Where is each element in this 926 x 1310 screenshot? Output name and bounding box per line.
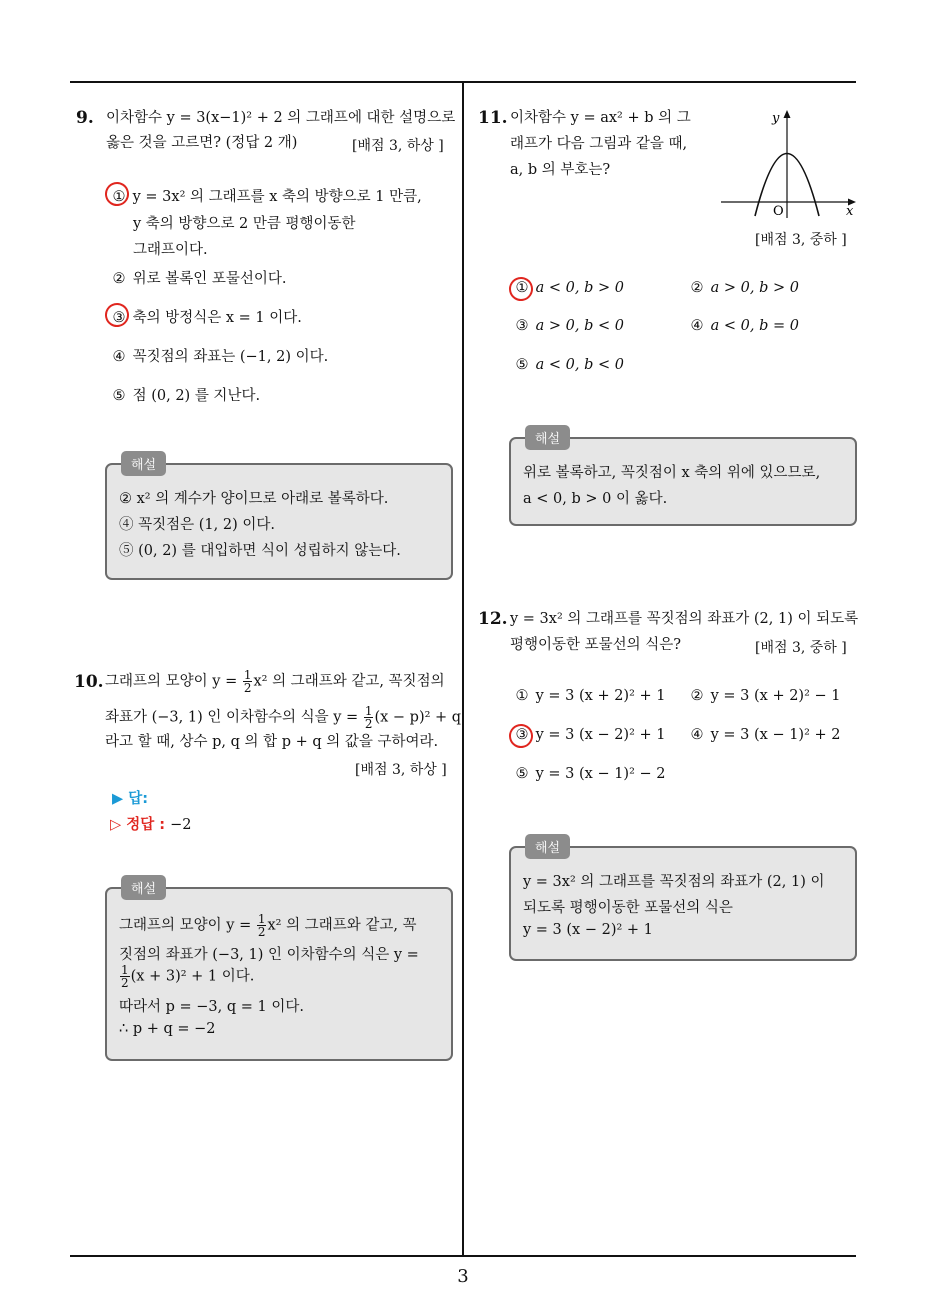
question-number: 9. bbox=[76, 108, 94, 128]
question-text-line1: 이차함수 y = ax² + b 의 그 bbox=[510, 110, 691, 126]
answer-label: ▶ 답: bbox=[112, 791, 149, 807]
question-number: 12. bbox=[478, 609, 508, 629]
bottom-rule bbox=[70, 1255, 856, 1257]
text-part: 그래프의 모양이 y = bbox=[105, 673, 238, 690]
option-text: y = 3 (x − 1)² − 2 bbox=[535, 766, 666, 782]
option-number: ③ bbox=[515, 318, 529, 334]
question-number: 11. bbox=[478, 108, 508, 128]
option-4[interactable] bbox=[688, 727, 841, 743]
option-text: a > 0, b < 0 bbox=[535, 318, 624, 334]
option-1[interactable] bbox=[513, 280, 624, 296]
option-number: ④ bbox=[690, 318, 704, 334]
option-text: y = 3 (x + 2)² − 1 bbox=[710, 688, 841, 704]
explanation-line: 짓점의 좌표가 (−3, 1) 인 이차함수의 식은 y = bbox=[119, 947, 419, 963]
option-text: 위로 볼록인 포물선이다. bbox=[132, 271, 287, 287]
option-text: 축의 방정식은 x = 1 이다. bbox=[132, 310, 302, 326]
explanation-box bbox=[509, 432, 857, 526]
score-difficulty: [배점 3, 하상 ] bbox=[352, 138, 444, 154]
text-part: (x − p)² + q bbox=[374, 709, 462, 726]
explanation-line: y = 3x² 의 그래프를 꼭짓점의 좌표가 (2, 1) 이 bbox=[523, 874, 825, 890]
option-3[interactable] bbox=[110, 306, 302, 327]
question-text-line3: 라고 할 때, 상수 p, q 의 합 p + q 의 값을 구하여라. bbox=[105, 734, 439, 750]
score-difficulty: [배점 3, 하상 ] bbox=[355, 762, 447, 778]
option-text: a < 0, b > 0 bbox=[535, 280, 624, 296]
option-text: y = 3 (x − 2)² + 1 bbox=[535, 727, 666, 743]
question-text-line1 bbox=[105, 669, 445, 695]
option-3[interactable] bbox=[513, 727, 666, 743]
question-text-line3: a, b 의 부호는? bbox=[510, 162, 611, 178]
correct-answer-label: ▷ 정답 : bbox=[110, 817, 166, 833]
explanation-tag: 해설 bbox=[121, 875, 166, 900]
option-number: ① bbox=[515, 688, 529, 704]
question-text-line2 bbox=[105, 705, 461, 731]
explanation-line: ④ 꼭짓점은 (1, 2) 이다. bbox=[119, 517, 275, 533]
option-text: a > 0, b > 0 bbox=[710, 280, 799, 296]
question-text-line2: 래프가 다음 그림과 같을 때, bbox=[510, 136, 688, 152]
correct-answer-value: −2 bbox=[170, 817, 192, 833]
option-text: a < 0, b = 0 bbox=[710, 318, 799, 334]
explanation-line: $\frac{1}{2}$ (x + 3)² + 1 이다. bbox=[121, 963, 255, 990]
question-text-line1: y = 3x² 의 그래프를 꼭짓점의 좌표가 (2, 1) 이 되도록 bbox=[510, 611, 859, 627]
column-divider bbox=[462, 82, 464, 1257]
text-part: 좌표가 (−3, 1) 인 이차함수의 식을 y = bbox=[105, 709, 359, 726]
y-axis-arrow bbox=[784, 110, 791, 118]
explanation-box bbox=[105, 882, 453, 1061]
page-number: 3 bbox=[457, 1266, 469, 1287]
option-number: ⑤ bbox=[112, 388, 126, 404]
option-2[interactable] bbox=[110, 267, 287, 288]
fraction-one-half: $\frac{1}{2}$ bbox=[243, 668, 252, 695]
text-part: x² 의 그래프와 같고, 꼭짓점의 bbox=[253, 673, 445, 690]
explanation-line: ∴ p + q = −2 bbox=[119, 1021, 216, 1037]
y-axis-label: y bbox=[772, 111, 780, 126]
explanation-line: a < 0, b > 0 이 옳다. bbox=[523, 491, 668, 507]
option-number: ① bbox=[112, 189, 126, 205]
x-axis-label: x bbox=[846, 204, 854, 219]
explanation-line: ② x² 의 계수가 양이므로 아래로 볼록하다. bbox=[119, 491, 389, 507]
correct-answer-row bbox=[110, 813, 192, 834]
option-text: 점 (0, 2) 를 지난다. bbox=[132, 388, 261, 404]
explanation-line: 위로 볼록하고, 꼭짓점이 x 축의 위에 있으므로, bbox=[523, 465, 821, 481]
fraction-one-half: $\frac{1}{2}$ bbox=[257, 912, 266, 939]
option-1-line2: y 축의 방향으로 2 만큼 평행이동한 bbox=[133, 216, 356, 232]
option-text: y = 3 (x + 2)² + 1 bbox=[535, 688, 666, 704]
explanation-line: 따라서 p = −3, q = 1 이다. bbox=[119, 999, 304, 1015]
option-number: ① bbox=[515, 280, 529, 296]
option-2[interactable] bbox=[688, 280, 799, 296]
option-3[interactable] bbox=[513, 318, 624, 334]
explanation-tag: 해설 bbox=[525, 834, 570, 859]
option-1[interactable] bbox=[110, 185, 422, 206]
question-text-line2: 옳은 것을 고르면? (정답 2 개) bbox=[106, 135, 298, 151]
option-4[interactable] bbox=[688, 318, 799, 334]
option-number: ③ bbox=[112, 310, 126, 326]
parabola-graph bbox=[718, 108, 858, 223]
option-text: y = 3 (x − 1)² + 2 bbox=[710, 727, 841, 743]
question-number: 10. bbox=[74, 672, 104, 692]
option-number: ⑤ bbox=[515, 766, 529, 782]
explanation-tag: 해설 bbox=[525, 425, 570, 450]
fraction-one-half: $\frac{1}{2}$ bbox=[121, 963, 129, 990]
explanation-line: ⑤ (0, 2) 를 대입하면 식이 성립하지 않는다. bbox=[119, 543, 401, 559]
question-text-line1: 이차함수 y = 3(x−1)² + 2 의 그래프에 대한 설명으로 bbox=[106, 110, 456, 126]
score-difficulty: [배점 3, 중하 ] bbox=[755, 232, 847, 248]
option-text: a < 0, b < 0 bbox=[535, 357, 624, 373]
fraction-one-half: $\frac{1}{2}$ bbox=[364, 704, 373, 731]
option-1-line3: 그래프이다. bbox=[133, 242, 208, 258]
option-5[interactable] bbox=[110, 384, 260, 405]
option-number: ② bbox=[690, 688, 704, 704]
explanation-line: 되도록 평행이동한 포물선의 식은 bbox=[523, 900, 733, 916]
option-text: y = 3x² 의 그래프를 x 축의 방향으로 1 만큼, bbox=[132, 189, 422, 205]
option-number: ⑤ bbox=[515, 357, 529, 373]
explanation-tag: 해설 bbox=[121, 451, 166, 476]
option-5[interactable] bbox=[513, 766, 666, 782]
option-number: ④ bbox=[690, 727, 704, 743]
option-number: ④ bbox=[112, 349, 126, 365]
option-text: 꼭짓점의 좌표는 (−1, 2) 이다. bbox=[132, 349, 329, 365]
origin-label: O bbox=[773, 204, 784, 219]
explanation-line: 그래프의 모양이 y = $\frac{1}{2}$ x² 의 그래프와 같고, 꼭 bbox=[119, 912, 417, 939]
question-text-line2: 평행이동한 포물선의 식은? bbox=[510, 637, 682, 653]
option-number: ② bbox=[112, 271, 126, 287]
option-number: ③ bbox=[515, 727, 529, 743]
option-1[interactable] bbox=[513, 688, 666, 704]
option-2[interactable] bbox=[688, 688, 841, 704]
option-number: ② bbox=[690, 280, 704, 296]
option-4[interactable] bbox=[110, 345, 328, 366]
option-5[interactable] bbox=[513, 357, 624, 373]
explanation-line: y = 3 (x − 2)² + 1 bbox=[523, 922, 653, 938]
explanation-box bbox=[509, 841, 857, 961]
score-difficulty: [배점 3, 중하 ] bbox=[755, 640, 847, 656]
explanation-box bbox=[105, 458, 453, 580]
